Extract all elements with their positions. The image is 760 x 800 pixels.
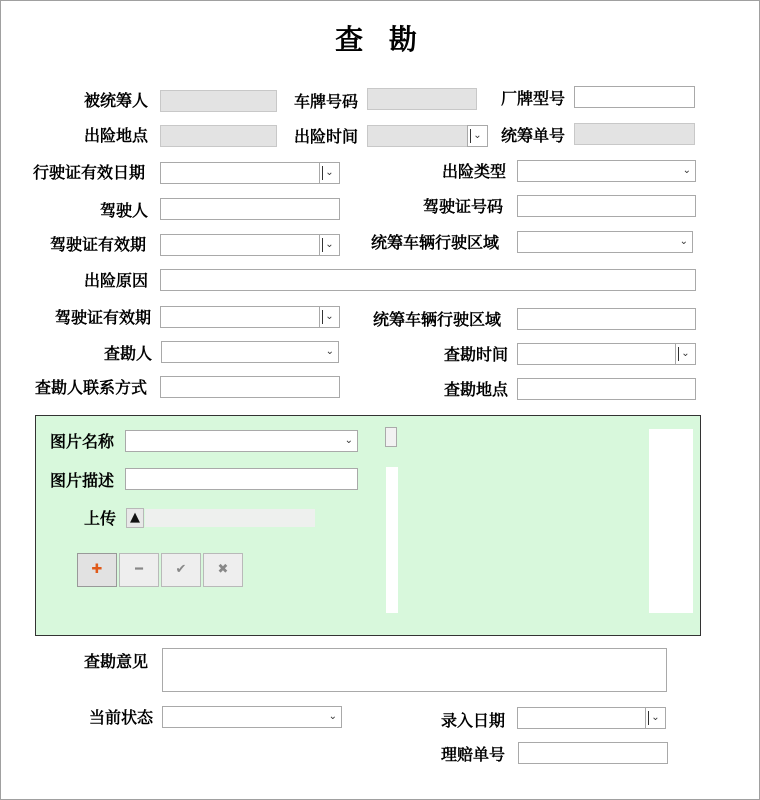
photo-name-select[interactable] — [125, 430, 358, 452]
surveyor-contact-field[interactable] — [160, 376, 340, 398]
model-label: 厂牌型号 — [501, 89, 566, 108]
entry-date-label: 录入日期 — [441, 711, 506, 730]
model-field[interactable] — [574, 86, 695, 108]
plate-label: 车牌号码 — [294, 92, 359, 111]
driver-label: 驾驶人 — [100, 201, 149, 220]
driver-license-valid2-picker[interactable] — [160, 306, 340, 328]
remove-button[interactable]: ━ — [119, 553, 159, 587]
scrollbar-thumb[interactable] — [385, 427, 397, 447]
driver-license-no-label: 驾驶证号码 — [423, 197, 504, 216]
page-title: 查 勘 — [335, 23, 425, 56]
driver-field[interactable] — [160, 198, 340, 220]
policy-no-field[interactable] — [574, 123, 695, 145]
upload-label: 上传 — [84, 509, 117, 528]
opinion-label: 查勘意见 — [84, 652, 149, 671]
accident-place-label: 出险地点 — [84, 126, 149, 145]
chevron-down-icon[interactable]: ⌄ — [319, 162, 340, 184]
chevron-down-icon: ⌄ — [682, 165, 691, 176]
driver-license-no-field[interactable] — [517, 195, 696, 217]
cause-field[interactable] — [160, 269, 696, 291]
chevron-down-icon: ⌄ — [328, 711, 337, 722]
region2-field[interactable] — [517, 308, 696, 330]
accident-time-picker[interactable] — [367, 125, 488, 147]
survey-time-picker[interactable] — [517, 343, 696, 365]
chevron-down-icon[interactable]: ⌄ — [319, 234, 340, 256]
status-label: 当前状态 — [89, 708, 154, 727]
surveyor-label: 查勘人 — [104, 344, 153, 363]
photo-desc-label: 图片描述 — [50, 471, 115, 490]
chevron-down-icon[interactable]: ⌄ — [675, 343, 696, 365]
cancel-button[interactable]: ✖ — [203, 553, 243, 587]
upload-button[interactable]: ▲ — [126, 508, 144, 528]
confirm-button[interactable]: ✔ — [161, 553, 201, 587]
accident-time-label: 出险时间 — [294, 127, 359, 146]
chevron-down-icon[interactable]: ⌄ — [645, 707, 666, 729]
survey-place-field[interactable] — [517, 378, 696, 400]
chevron-down-icon: ⌄ — [344, 435, 353, 446]
surveyor-select[interactable] — [161, 341, 339, 363]
insured-label: 被统筹人 — [84, 91, 149, 110]
accident-place-field[interactable] — [160, 125, 277, 147]
chevron-down-icon[interactable]: ⌄ — [319, 306, 340, 328]
chevron-down-icon[interactable]: ⌄ — [467, 125, 488, 147]
driver-license-valid2-label: 驾驶证有效期 — [55, 308, 152, 327]
add-button[interactable]: ✚ — [77, 553, 117, 587]
photo-name-label: 图片名称 — [50, 432, 115, 451]
photo-desc-field[interactable] — [125, 468, 358, 490]
license-valid-label: 行驶证有效日期 — [33, 163, 146, 182]
accident-type-label: 出险类型 — [442, 162, 507, 181]
cause-label: 出险原因 — [84, 271, 149, 290]
surveyor-contact-label: 查勘人联系方式 — [35, 378, 148, 397]
claim-no-field[interactable] — [518, 742, 668, 764]
survey-time-label: 查勘时间 — [444, 345, 509, 364]
insured-field[interactable] — [160, 90, 277, 112]
claim-no-label: 理赔单号 — [441, 745, 506, 764]
status-select[interactable] — [162, 706, 342, 728]
opinion-textarea[interactable] — [162, 648, 667, 692]
accident-type-select[interactable] — [517, 160, 696, 182]
driver-license-valid-label: 驾驶证有效期 — [50, 235, 147, 254]
chevron-down-icon: ⌄ — [679, 236, 688, 247]
license-valid-picker[interactable] — [160, 162, 340, 184]
upload-path-field[interactable] — [145, 509, 315, 527]
region2-label: 统筹车辆行驶区域 — [373, 310, 502, 329]
entry-date-picker[interactable] — [517, 707, 666, 729]
survey-place-label: 查勘地点 — [444, 380, 509, 399]
policy-no-label: 统筹单号 — [501, 126, 566, 145]
region-select[interactable] — [517, 231, 693, 253]
photo-preview-area — [649, 429, 693, 613]
region-label: 统筹车辆行驶区域 — [371, 233, 500, 252]
driver-license-valid-picker[interactable] — [160, 234, 340, 256]
scrollbar-track[interactable] — [386, 467, 398, 613]
chevron-down-icon: ⌄ — [325, 346, 334, 357]
plate-field[interactable] — [367, 88, 477, 110]
